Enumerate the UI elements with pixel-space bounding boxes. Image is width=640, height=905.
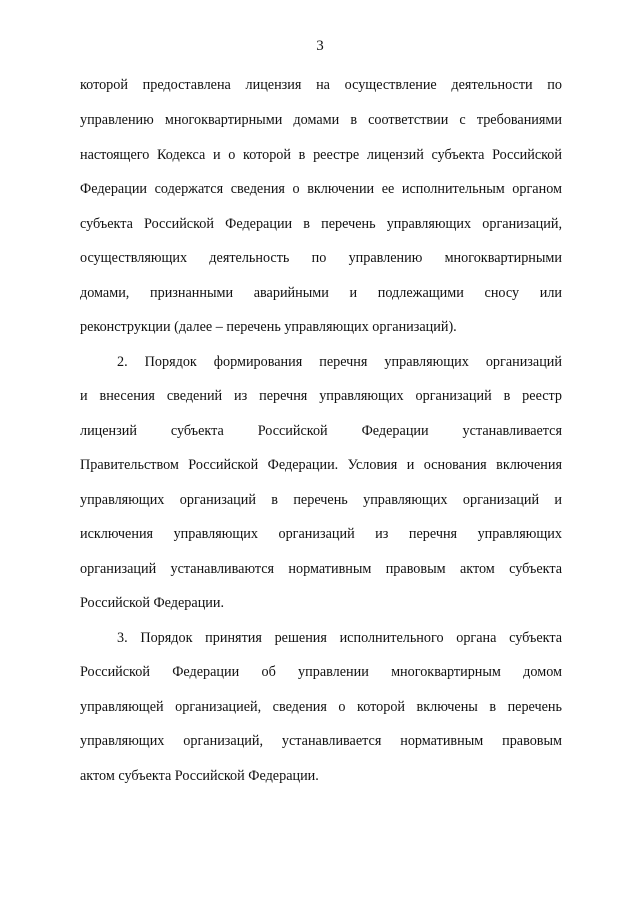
text-line-15: организаций устанавливаются нормативным правовым актом субъекта <box>80 561 562 577</box>
text-line-11: лицензий субъекта Российской Федерации устанавливается <box>80 423 562 439</box>
text-line-6: осуществляющих деятельность по управлению многоквартирными <box>80 250 562 266</box>
text-line-3: настоящего Кодекса и о которой в реестре лицензий субъекта Российской <box>80 147 562 163</box>
text-line-7: домами, признанными аварийными и подлежащими сносу или <box>80 285 562 301</box>
page-number: 3 <box>316 38 324 54</box>
text-line-13: управляющих организаций в перечень управляющих организаций и <box>80 492 562 508</box>
text-line-9: 2. Порядок формирования перечня управляющих организаций <box>117 354 562 370</box>
text-line-21: актом субъекта Российской Федерации. <box>80 768 319 784</box>
text-line-16: Российской Федерации. <box>80 595 225 611</box>
text-line-5: субъекта Российской Федерации в перечень управляющих организаций, <box>80 216 562 232</box>
text-line-18: Российской Федерации об управлении многоквартирным домом <box>80 664 562 680</box>
text-line-4: Федерации содержатся сведения о включении ее исполнительным органом <box>80 181 562 197</box>
text-line-8: реконструкции (далее – перечень управляющих организаций). <box>80 319 457 335</box>
text-line-20: управляющих организаций, устанавливается нормативным правовым <box>80 733 562 749</box>
text-line-1: которой предоставлена лицензия на осуществление деятельности по <box>80 77 562 93</box>
text-line-14: исключения управляющих организаций из перечня управляющих <box>80 526 562 542</box>
text-line-17: 3. Порядок принятия решения исполнительного органа субъекта <box>117 630 562 646</box>
text-line-12: Правительством Российской Федерации. Условия и основания включения <box>80 457 562 473</box>
text-line-19: управляющей организацией, сведения о которой включены в перечень <box>80 699 562 715</box>
text-line-2: управлению многоквартирными домами в соответствии с требованиями <box>80 112 562 128</box>
text-line-10: и внесения сведений из перечня управляющих организаций в реестр <box>80 388 562 404</box>
